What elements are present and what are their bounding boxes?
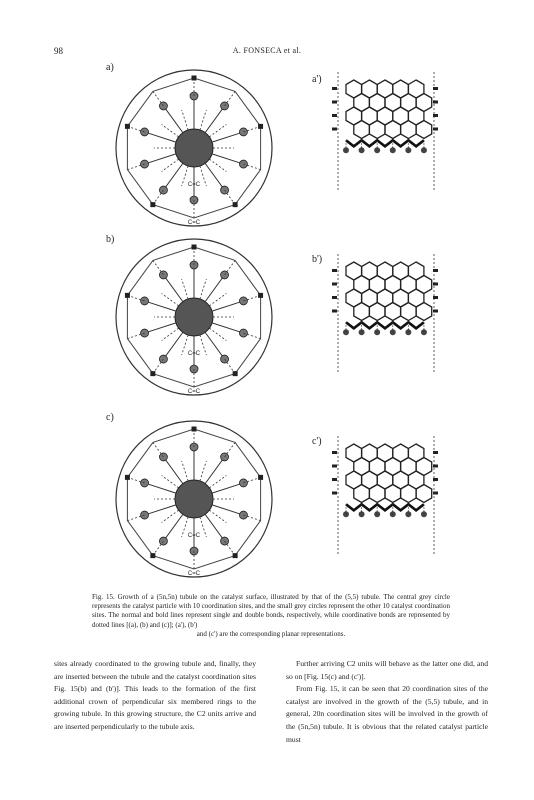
planar-diagram-c [330, 436, 440, 556]
hexagon-ring [385, 303, 401, 321]
body-column-right [286, 658, 488, 746]
double-bond-mark [233, 371, 238, 376]
planar-label-a: a') [312, 74, 322, 85]
hexagon-ring [354, 303, 370, 321]
coordinative-bond [162, 510, 179, 522]
coordination-site [239, 128, 247, 136]
planar-diagram-b [330, 254, 440, 374]
coordination-site [239, 160, 247, 168]
coordinative-bond [209, 293, 226, 305]
coordination-spoke [205, 514, 224, 541]
bold-double-bond-chain [346, 504, 424, 510]
coordinative-bond [209, 475, 226, 487]
bold-double-bond-chain [346, 140, 424, 146]
edge-bond-mark [433, 296, 438, 299]
coordination-spoke [145, 323, 176, 333]
coordination-spoke [163, 275, 182, 302]
edge-bond-mark [332, 465, 337, 468]
coordinative-bond [200, 110, 206, 130]
coordination-spoke [212, 132, 243, 142]
coordination-spoke [212, 301, 243, 311]
coordinative-bond [200, 461, 206, 481]
coordinative-bond [209, 124, 226, 136]
coordinative-bond [162, 124, 179, 136]
center-c2-label: C=C [187, 182, 201, 188]
ring-c2-label: C=C [187, 389, 201, 395]
coordinative-bond [200, 517, 206, 537]
hexagon-ring [385, 485, 401, 503]
edge-bond-mark [332, 451, 337, 454]
hexagon-ring [401, 303, 417, 321]
double-bond-mark [233, 202, 238, 207]
coordination-site [141, 160, 149, 168]
double-bond-mark [150, 371, 155, 376]
edge-bond-mark [433, 128, 438, 131]
coordinative-bond [182, 110, 188, 130]
planar-diagram-a [330, 72, 440, 192]
page-number: 98 [54, 46, 63, 56]
coordinative-bond [209, 510, 226, 522]
coordinative-bond [162, 328, 179, 340]
double-bond-mark [258, 475, 263, 480]
coordination-spoke [212, 154, 243, 164]
center-c2-label: C=C [187, 533, 201, 539]
double-bond-mark [192, 76, 197, 81]
coordinative-bond [200, 279, 206, 299]
coordination-spoke [205, 332, 224, 359]
coordination-spoke [163, 163, 182, 190]
circular-diagram-b [114, 237, 274, 397]
edge-bond-mark [332, 128, 337, 131]
coordination-spoke [145, 301, 176, 311]
circular-diagram-c [114, 419, 274, 579]
edge-bond-mark [433, 451, 438, 454]
coordinative-bond [209, 328, 226, 340]
hexagon-ring [401, 485, 417, 503]
edge-bond-mark [433, 310, 438, 313]
edge-bond-mark [433, 478, 438, 481]
coordination-site [159, 355, 167, 363]
coordination-site [239, 329, 247, 337]
coordinative-bond [209, 159, 226, 171]
panel-label-b: b) [106, 234, 115, 245]
body-right-paragraph-2: From Fig. 15, it can be seen that 20 coordination sites of the catalyst are involved in the growth of the (5,5) tubule, and in general, 20n coordination sites will be involved in the growth of the (5n,5n) tubule. It is obvious that the related catalyst particle must [286, 684, 488, 744]
hexagon-ring [416, 121, 432, 139]
coordination-site [221, 186, 229, 194]
planar-label-b: b') [312, 254, 323, 265]
double-bond-mark [233, 553, 238, 558]
coordination-spoke [145, 505, 176, 515]
coordination-site [239, 297, 247, 305]
coordination-spoke [145, 132, 176, 142]
body-column-left [54, 658, 256, 734]
double-bond-mark [258, 124, 263, 129]
edge-bond-mark [332, 478, 337, 481]
hexagon-ring [369, 121, 385, 139]
coordination-spoke [163, 106, 182, 133]
hexagon-ring [354, 121, 370, 139]
hexagon-ring [385, 121, 401, 139]
coordination-site [141, 329, 149, 337]
edge-bond-mark [433, 87, 438, 90]
coordination-spoke [163, 457, 182, 484]
coordinative-bond [162, 293, 179, 305]
coordinative-bond [200, 335, 206, 355]
coordination-spoke [205, 275, 224, 302]
edge-bond-mark [433, 101, 438, 104]
hexagon-ring [369, 485, 385, 503]
edge-bond-mark [332, 269, 337, 272]
coordination-spoke [212, 505, 243, 515]
coordinative-bond [182, 461, 188, 481]
planar-label-c: c') [312, 436, 322, 447]
coordination-site [221, 355, 229, 363]
center-c2-label: C=C [187, 351, 201, 357]
double-bond-mark [192, 427, 197, 432]
hexagon-ring [354, 485, 370, 503]
double-bond-mark [150, 553, 155, 558]
coordinative-bond [182, 279, 188, 299]
edge-bond-mark [332, 310, 337, 313]
coordination-spoke [163, 514, 182, 541]
coordination-site [159, 453, 167, 461]
double-bond-mark [258, 293, 263, 298]
coordination-site [159, 102, 167, 110]
body-right-paragraph-1: Further arriving C2 units will behave as the latter one did, and so on [Fig. 15(c) and (c')]. [286, 659, 488, 681]
ring-c2-label: C=C [187, 220, 201, 226]
catalyst-particle [175, 298, 213, 336]
hexagon-ring [416, 485, 432, 503]
coordination-site [221, 453, 229, 461]
edge-bond-mark [433, 114, 438, 117]
coordinative-bond [162, 475, 179, 487]
double-bond-mark [125, 124, 130, 129]
caption-text: Fig. 15. Growth of a (5n,5n) tubule on the catalyst surface, illustrated by that of the (5,5) tubule. The central grey circle represents the catalyst particle with 10 coordination sites, and the small grey circles represent the other 10 catalyst coordination sites. The normal and bold lines represent single and double bonds, respectively, while coordinative bonds are represented by dotted lines [(a), (b) and (c)]; (a'), (b') [92, 593, 450, 629]
hexagon-ring [416, 303, 432, 321]
coordination-spoke [212, 483, 243, 493]
edge-bond-mark [332, 101, 337, 104]
edge-bond-mark [433, 269, 438, 272]
edge-bond-mark [332, 283, 337, 286]
coordination-site [221, 271, 229, 279]
double-bond-mark [150, 202, 155, 207]
edge-bond-mark [433, 465, 438, 468]
catalyst-particle [175, 129, 213, 167]
panel-label-a: a) [106, 62, 114, 73]
double-bond-mark [192, 245, 197, 250]
edge-bond-mark [332, 87, 337, 90]
edge-bond-mark [332, 492, 337, 495]
coordination-spoke [145, 154, 176, 164]
edge-bond-mark [332, 114, 337, 117]
edge-bond-mark [332, 296, 337, 299]
coordinative-bond [162, 159, 179, 171]
double-bond-mark [125, 475, 130, 480]
coordinative-bond [200, 166, 206, 186]
coordination-site [159, 271, 167, 279]
body-left-paragraph: sites already coordinated to the growing tubule and, finally, they are inserted between the tubule and the catalyst coordination sites Fig. 15(b) and (b')]. This leads to the formation of the first additional crown of perpendicular six membered rings to the growing tubule. In this growing structure, the C2 units arrive and are inserted perpendicularly to the tubule axis. [54, 659, 256, 731]
coordination-site [221, 102, 229, 110]
figure-caption [92, 593, 450, 639]
edge-bond-mark [433, 283, 438, 286]
coordination-site [239, 479, 247, 487]
bold-double-bond-chain [346, 322, 424, 328]
coordination-spoke [205, 163, 224, 190]
coordination-site [159, 186, 167, 194]
hexagon-ring [369, 303, 385, 321]
ring-c2-label: C=C [187, 571, 201, 577]
catalyst-particle [175, 480, 213, 518]
edge-bond-mark [433, 492, 438, 495]
caption-last-line: and (c') are the corresponding planar representations. [196, 629, 346, 638]
coordination-spoke [212, 323, 243, 333]
double-bond-mark [125, 293, 130, 298]
coordination-spoke [205, 106, 224, 133]
coordination-spoke [145, 483, 176, 493]
coordination-spoke [205, 457, 224, 484]
hexagon-ring [401, 121, 417, 139]
panel-label-c: c) [106, 412, 114, 423]
running-head: A. FONSECA et al. [232, 46, 302, 55]
coordination-spoke [163, 332, 182, 359]
circular-diagram-a [114, 68, 274, 228]
